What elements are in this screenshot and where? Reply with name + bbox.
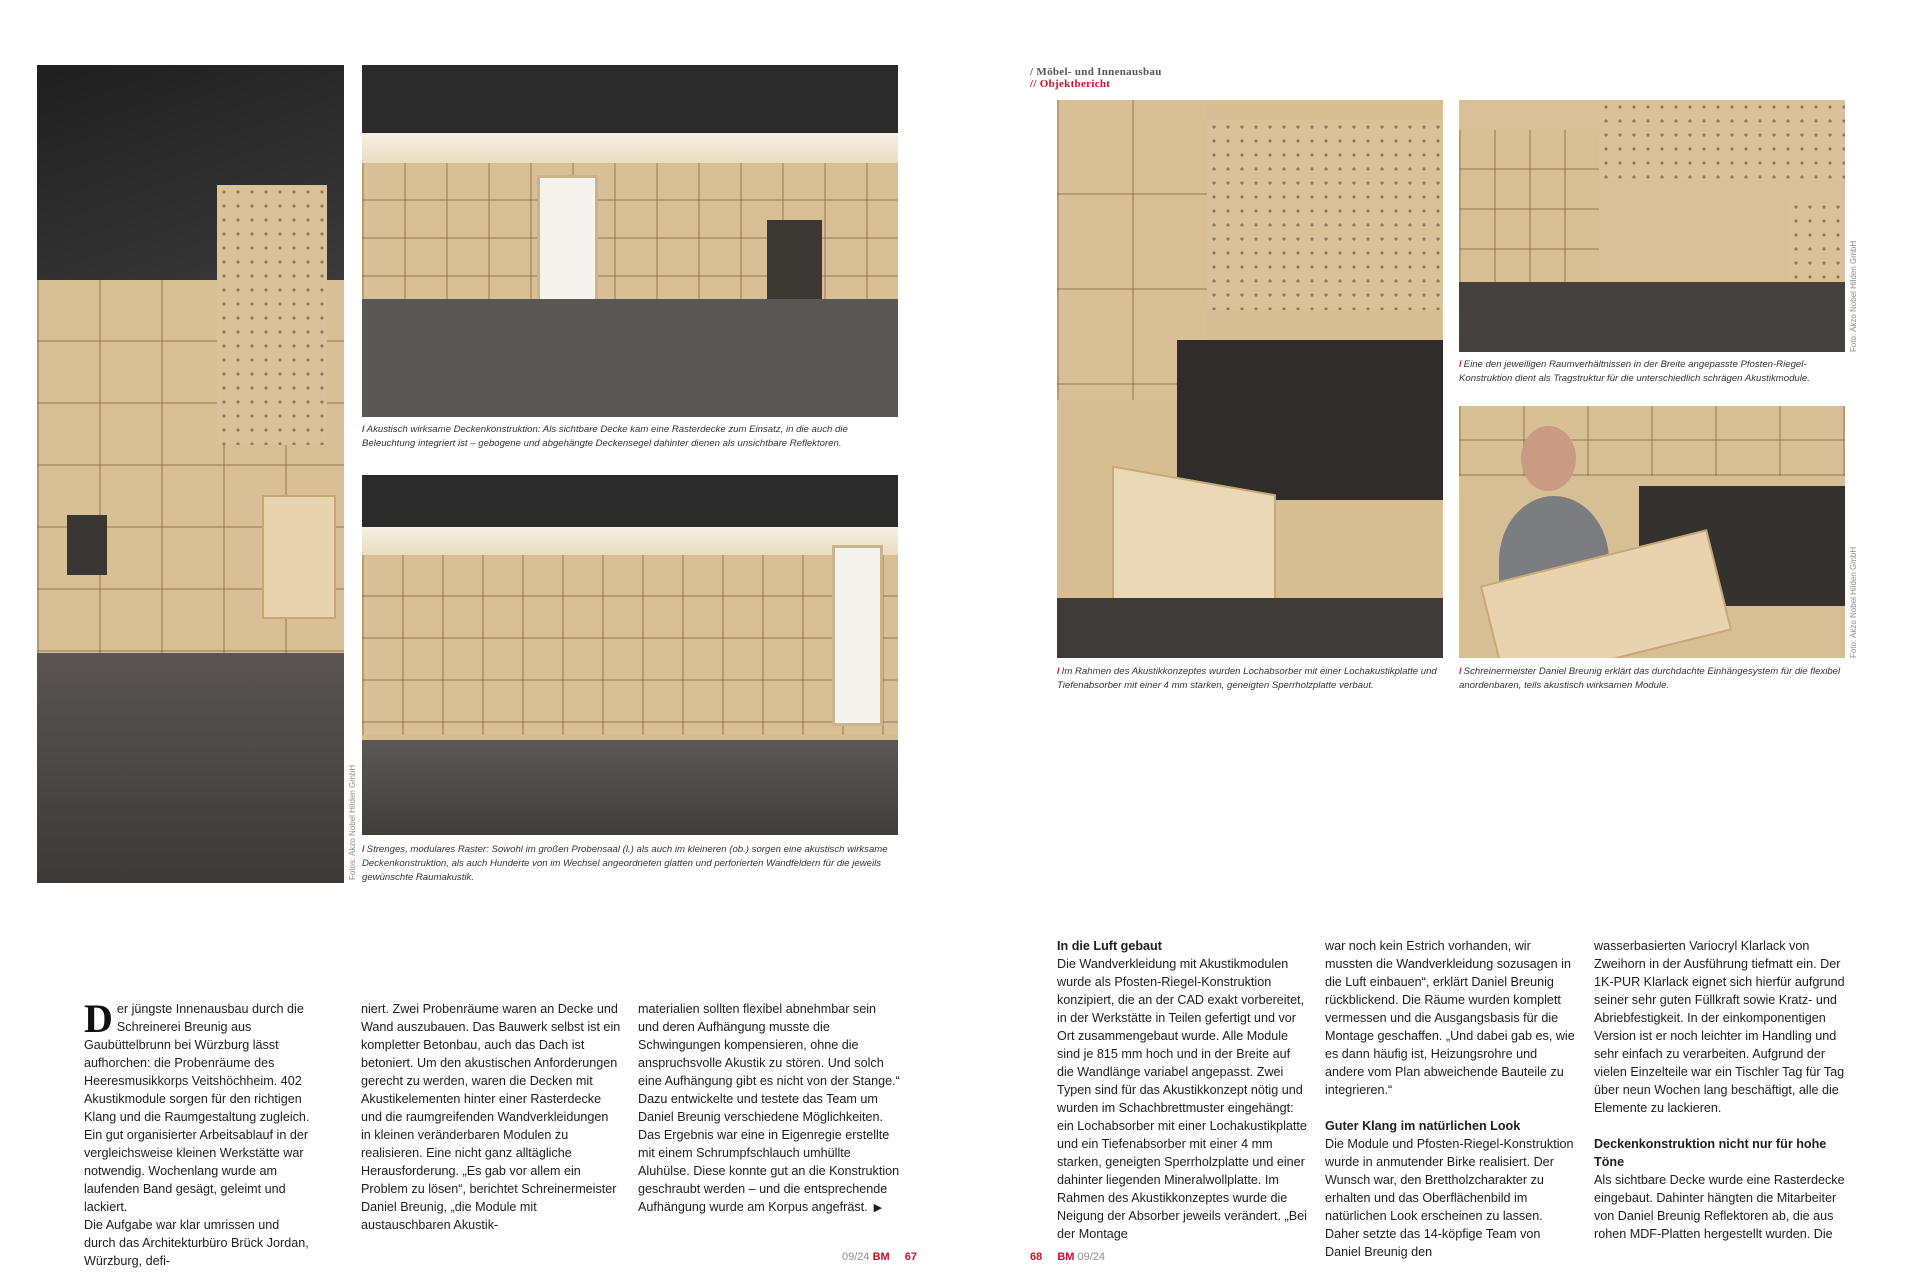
folio-page-number: 68 — [1030, 1251, 1043, 1263]
caption-text: Strenges, modulares Raster: Sowohl im großen Probensaal (l.) als auch im kleineren (ob.) sorgen eine akustisch wirksame Deckenkonstruktion, als auch Hunderte von im Wechsel angeordneten glatten und perforierten Wandfeldern für die jeweils gewünschte Raumakustik. — [362, 844, 888, 883]
folio-page-number: 67 — [904, 1251, 918, 1263]
subhead-guter-klang: Guter Klang im natürlichen Look — [1325, 1119, 1521, 1133]
photo-right-top — [1459, 100, 1845, 352]
article-column-3 — [638, 1000, 900, 1217]
section-label: / Möbel- und Innenausbau — [1030, 66, 1162, 78]
caption-text: Schreinermeister Daniel Breunig erklärt das durchdachte Einhängesystem für die flexibel anordenbaren, teils akustisch wirksamen Module. — [1459, 666, 1841, 691]
photo-credit-right-bottom: Foto: Akzo Nobel Hilden GmbH — [1849, 546, 1858, 658]
dropcap: D — [84, 996, 113, 1041]
subhead-in-die-luft-gebaut: In die Luft gebaut — [1057, 939, 1162, 953]
folio-issue: 09/24 — [842, 1251, 870, 1263]
photo-credit-right-top: Foto: Akzo Nobel Hilden GmbH — [1849, 240, 1858, 352]
caption-text: Im Rahmen des Akustikkonzeptes wurden Lochabsorber mit einer Lochakustikplatte und Tiefenabsorber mit einer 4 mm starken, geneigten Sperrholzplatte verbaut. — [1057, 666, 1437, 691]
caption-right-large — [1057, 665, 1443, 693]
folio-brand: BM — [872, 1251, 890, 1263]
caption-marker: / — [1459, 359, 1462, 370]
folio-right — [1030, 1251, 1105, 1263]
article-column-6 — [1594, 937, 1846, 1243]
caption-bottom-center — [362, 843, 902, 885]
caption-text: Akustisch wirksame Deckenkonstruktion: Als sichtbare Decke kam eine Rasterdecke zum Einsatz, in die auch die Beleuchtung integriert ist – gebogene und abgehängte Deckensegel dahinter dienen als unsichtbare Reflektoren. — [362, 424, 848, 449]
photo-bottom-center — [362, 475, 898, 835]
article-column-4 — [1057, 937, 1307, 1243]
photo-right-large — [1057, 100, 1443, 658]
caption-right-top — [1459, 358, 1854, 386]
photo-credit-left: Fotos: Akzo Nobel Hilden GmbH — [348, 764, 357, 880]
article-col6-text: wasserbasierten Variocryl Klarlack von Zweihorn in der Ausführung tiefmatt ein. Der 1K-PUR Klarlack eignet sich hierfür aufgrund seiner sehr guten Füllkraft sowie Kratz- und Abriebfestigkeit. In der einkomponentigen Version ist er noch leichter im Handling und sehr einfach zu verarbeiten. Aufgrund der vielen Einzelteile war ein Tischler Tag für Tag über neun Wochen lang beschäftigt, alle die Elemente zu lackieren. — [1594, 939, 1845, 1115]
article-column-5 — [1325, 937, 1577, 1261]
caption-marker: / — [362, 844, 365, 855]
caption-marker: / — [362, 424, 365, 435]
subhead-deckenkonstruktion: Deckenkonstruktion nicht nur für hohe Töne — [1594, 1137, 1827, 1169]
article-col5-text-b: Die Module und Pfosten-Riegel-Konstruktion wurde in anmutender Birke realisiert. Der Wunsch war, den Brettholzcharakter zu erhalten und das Oberflächenbild im natürlichen Look erscheinen zu lassen. Daher setzte das 14-köpfige Team von Daniel Breunig den — [1325, 1137, 1574, 1259]
folio-left — [842, 1251, 917, 1263]
caption-marker: / — [1057, 666, 1060, 677]
photo-top-center — [362, 65, 898, 417]
caption-top-center — [362, 423, 902, 451]
continue-arrow-icon: ▶ — [873, 1202, 883, 1214]
article-column-2 — [361, 1000, 621, 1234]
article-col4-text: Die Wandverkleidung mit Akustikmodulen wurde als Pfosten-Riegel-Konstruktion konzipiert, die an der CAD exakt vorbereitet, in der Werkstätte in Teilen gefertigt und vor Ort zusammengebaut wurde. Alle Module sind je 815 mm hoch und in der Breite auf die Wandlänge variabel angepasst. Zwei Typen sind für das Akustikkonzept nötig und wurden im Schachbrettmuster eingehängt: ein Lochabsorber mit einer Lochakustikplatte und ein Tiefenabsorber mit einer 4 mm starken, geneigten Sperrholzplatte und einer dahinter liegenden Mineralwollplatte. Im Rahmen des Akustikkonzeptes wurde die Neigung der Absorber jeweils verändert. „Bei der Montage — [1057, 957, 1307, 1241]
article-col1-text-b: Die Aufgabe war klar umrissen und durch das Architekturbüro Brück Jordan, Würzburg, defi- — [84, 1218, 309, 1268]
subsection-label: // Objektbericht — [1030, 78, 1111, 90]
article-col3-text: materialien sollten flexibel abnehmbar sein und deren Aufhängung musste die Schwingungen kompensieren, ohne die anspruchsvolle Akustik zu stören. Und solch eine Aufhängung gibt es nicht von der Stange.“ Dazu entwickelte und testete das Team um Daniel Breunig verschiedene Möglichkeiten. Das Ergebnis war eine in Eigenregie erstellte mit einem Schrumpfschlauch umhüllte Aluhülse. Diese konnte gut an die Konstruktion geschraubt werden – und die entsprechende Aufhängung wurde am Korpus angefräst. — [638, 1002, 900, 1214]
article-col6-text-b: Als sichtbare Decke wurde eine Rasterdecke eingebaut. Dahinter hängten die Mitarbeiter von Daniel Breunig Reflektoren ab, die aus rohen MDF-Platten hergestellt wurden. Die — [1594, 1173, 1845, 1241]
caption-text: Eine den jeweiligen Raumverhältnissen in der Breite angepasste Pfosten-Riegel-Konstruktion dient als Tragstruktur für die unterschiedlich schrägen Akustikmodule. — [1459, 359, 1810, 384]
article-col1-text: er jüngste Innenausbau durch die Schreinerei Breunig aus Gaubüttelbrunn bei Würzburg lässt aufhorchen: die Probenräume des Heeresmusikkorps Veitshöchheim. 402 Akustikmodule sorgen für den richtigen Klang und die Raumgestaltung zugleich. Ein gut organisierter Arbeitsablauf in der vergleichsweise kleinen Werkstätte war notwendig. Wochenlang wurde am laufenden Band gesägt, geleimt und lackiert. — [84, 1002, 310, 1214]
caption-right-bottom — [1459, 665, 1854, 693]
caption-marker: / — [1459, 666, 1462, 677]
article-column-1 — [84, 996, 314, 1270]
article-col2-text: niert. Zwei Probenräume waren an Decke und Wand auszubauen. Das Bauwerk selbst ist ein kompletter Betonbau, auch das Dach ist betoniert. Um den akustischen Anforderungen gerecht zu werden, waren die Decken mit Akustikelementen hinter einer Rasterdecke und die raumgreifenden Wandverkleidungen in kleinen veränderbaren Modulen zu realisieren. Eine nicht ganz alltägliche Herausforderung. „Es gab vor allem ein Problem zu lösen“, berichtet Schreinermeister Daniel Breunig, „die Module mit austauschbaren Akustik- — [361, 1002, 621, 1232]
article-col5-text: war noch kein Estrich vorhanden, wir mussten die Wandverkleidung sozusagen in die Luft einbauen“, erklärt Daniel Breunig rückblickend. Die Räume wurden komplett vermessen und die Ausgangsbasis für die Montage geschaffen. „Und dabei gab es, wie es dann häufig ist, Heizungsrohre und andere vom Plan abweichende Bauteile zu integrieren.“ — [1325, 939, 1575, 1097]
folio-brand: BM — [1057, 1251, 1075, 1263]
section-header — [1030, 66, 1162, 90]
photo-right-bottom — [1459, 406, 1845, 658]
photo-left-corridor — [37, 65, 344, 883]
folio-issue: 09/24 — [1077, 1251, 1106, 1263]
